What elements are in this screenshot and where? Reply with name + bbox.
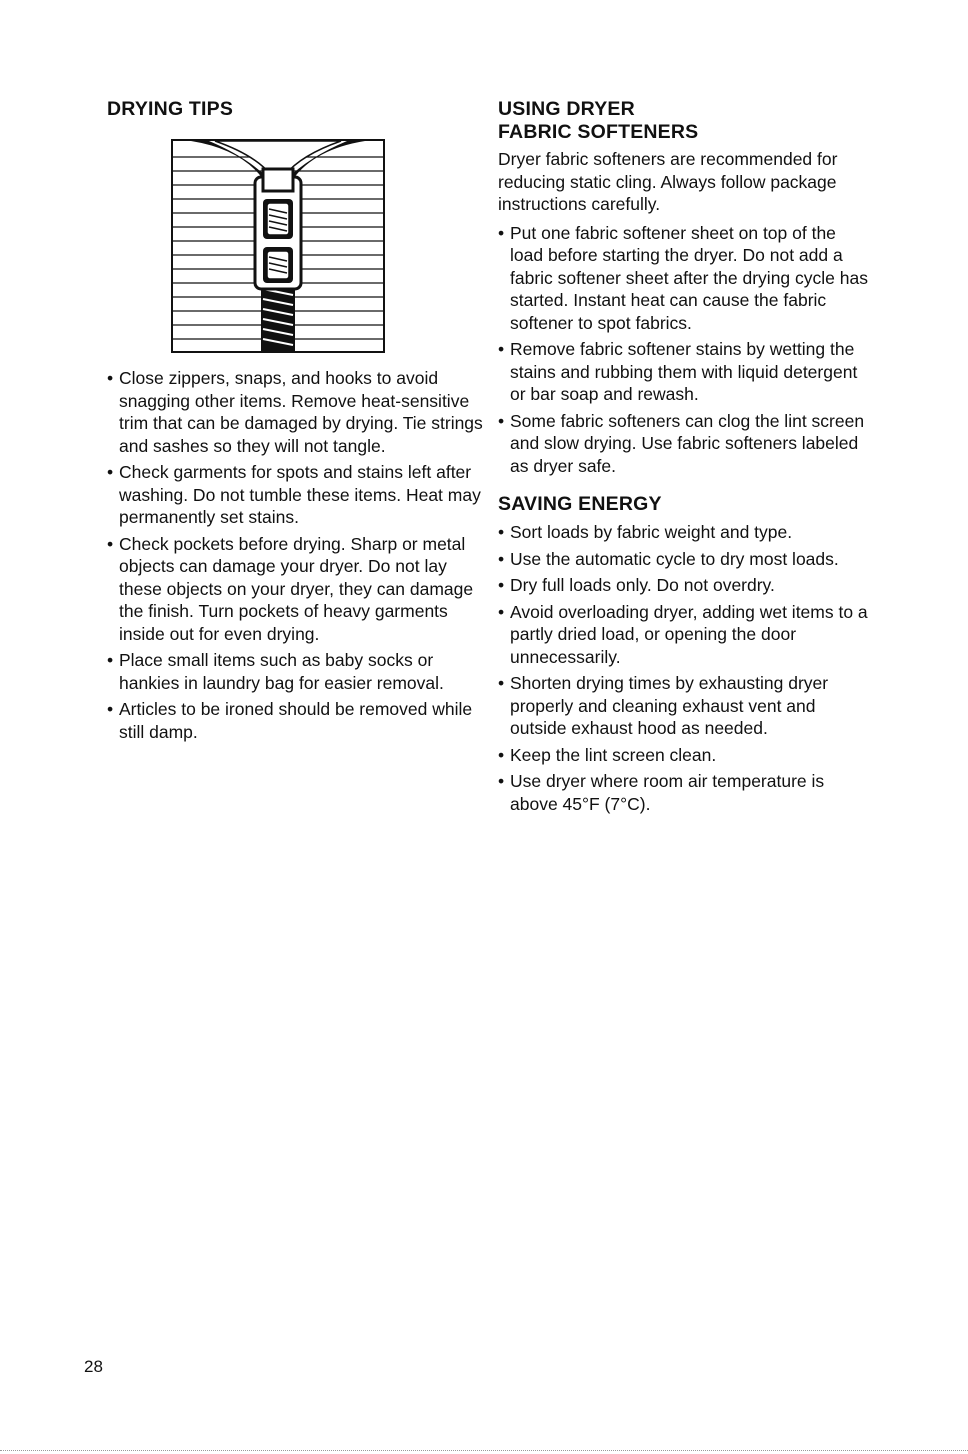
fabric-softeners-column [498,98,870,819]
saving-energy-heading: SAVING ENERGY [498,493,662,515]
list-item [107,367,485,457]
saving-energy-list [498,521,870,815]
list-item [498,548,870,571]
fabric-softeners-heading-line2: FABRIC SOFTENERS [498,121,699,143]
list-item-text: Use dryer where room air temperature is above 45°F (7°C). [510,771,825,814]
list-item-text: Check pockets before drying. Sharp or metal objects can damage your dryer. Do not lay these objects on your dryer, they can damage the finish. Turn pockets of heavy garments inside out for even drying. [119,533,474,644]
list-item-text: Shorten drying times by exhausting dryer properly and cleaning exhaust vent and outside exhaust hood as needed. [510,673,829,738]
bullet: • [498,673,505,693]
bullet: • [107,533,114,554]
list-item [107,698,485,743]
list-item-text: Close zippers, snaps, and hooks to avoid snagging other items. Remove heat-sensitive trim that can be damaged by drying. Tie strings and sashes so they will not tangle. [119,368,483,456]
bullet: • [498,548,505,569]
bullet: • [498,601,505,622]
bullet: • [498,744,505,765]
drying-tips-heading: DRYING TIPS [107,98,234,120]
bullet: • [107,368,114,388]
bullet: • [498,339,505,359]
fabric-softeners-intro: Dryer fabric softeners are recommended for reducing static cling. Always follow package instructions carefully. [498,149,838,214]
list-item-text: Sort loads by fabric weight and type. [510,522,793,542]
list-item [498,574,870,597]
list-item-text: Dry full loads only. Do not overdry. [510,575,775,595]
bullet: • [498,575,505,595]
bullet: • [107,462,114,482]
list-item-text: Articles to be ironed should be removed while still damp. [119,699,473,742]
list-item-text: Check garments for spots and stains left after washing. Do not tumble these items. Heat may permanently set stains. [119,462,481,527]
list-item [498,521,870,544]
bullet: • [498,222,505,243]
list-item-text: Place small items such as baby socks or hankies in laundry bag for easier removal. [119,650,444,693]
list-item-text: Keep the lint screen clean. [510,744,717,765]
drying-tips-column [107,98,485,747]
fabric-softeners-heading-line1: USING DRYER [498,98,635,120]
bullet: • [498,522,505,542]
bullet: • [498,771,505,791]
list-item [498,744,870,767]
list-item [498,770,870,815]
list-item-text: Use the automatic cycle to dry most loads. [510,548,839,569]
list-item [498,410,870,478]
drying-tips-list [107,367,485,743]
page-bottom-divider [0,1450,968,1452]
list-item [498,672,870,740]
list-item-text: Avoid overloading dryer, adding wet items to a partly dried load, or opening the door unnecessarily. [510,601,868,667]
list-item [107,533,485,646]
list-item-text: Remove fabric softener stains by wetting the stains and rubbing them with liquid detergent or bar soap and rewash. [510,339,858,404]
list-item [107,461,485,529]
list-item-text: Put one fabric softener sheet on top of the load before starting the dryer. Do not add a fabric softener sheet after the drying cycle has started. Instant heat can cause the fabric softener to spot fabrics. [510,222,868,333]
zipper-illustration [171,139,385,353]
list-item [498,601,870,669]
list-item [107,649,485,694]
list-item-text: Some fabric softeners can clog the lint screen and slow drying. Use fabric softeners labeled as dryer safe. [510,410,865,476]
bullet: • [107,650,114,670]
bullet: • [107,699,114,719]
zipper-icon [171,139,385,353]
list-item [498,338,870,406]
bullet: • [498,410,505,431]
page-number: 28 [84,1357,103,1376]
fabric-softeners-list [498,222,870,478]
list-item [498,222,870,335]
